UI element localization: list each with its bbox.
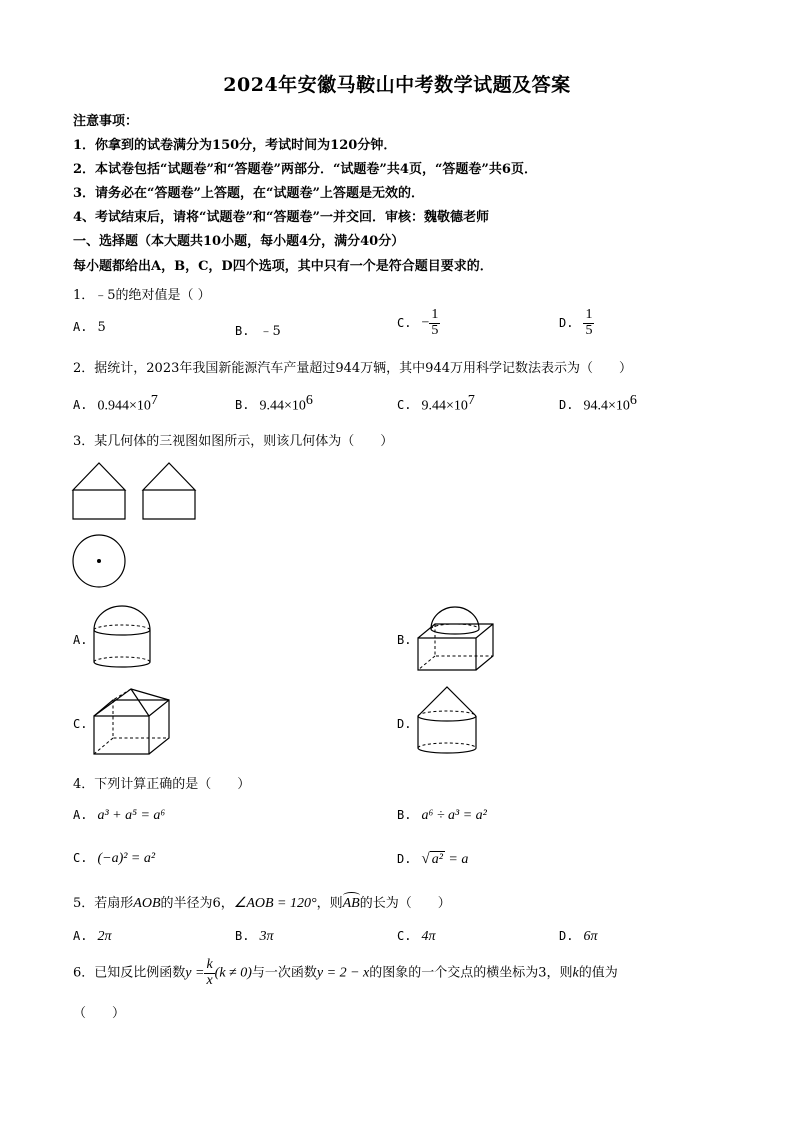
q4-option-b: [397, 808, 487, 824]
option-text: a³ + a⁵ = a⁶: [97, 808, 166, 823]
notice-item: 2．本试卷包括“试题卷”和“答题卷”两部分．“试题卷”共4页，“答题卷”共6页．: [73, 162, 537, 177]
option-label: C.: [397, 315, 412, 330]
option-label: D.: [397, 852, 412, 866]
exponent: 7: [150, 393, 158, 408]
option-text: (−a)² = a²: [97, 851, 156, 866]
q4-option-d: [397, 851, 468, 868]
q3-option-b-label: B.: [397, 633, 412, 647]
question-5-stem: [73, 892, 451, 912]
option-text: 0.944×10: [97, 398, 151, 414]
numerator: 1: [585, 307, 593, 322]
q3-option-a-label: A.: [73, 633, 88, 647]
fraction: [204, 958, 214, 988]
q2-option-a: [73, 393, 158, 414]
q4-option-a: [73, 808, 165, 824]
math-text: y =: [185, 965, 205, 981]
stem-text: ，则: [316, 896, 343, 911]
q5-option-a: [73, 929, 111, 945]
option-label: A.: [73, 808, 88, 822]
q1-option-c: [397, 308, 440, 338]
option-text: 5: [97, 320, 106, 335]
q2-option-b: [235, 393, 313, 414]
question-6-stem: [73, 958, 618, 988]
option-text: 2π: [97, 929, 112, 944]
question-6-answer-paren: （ ）: [73, 1006, 126, 1021]
notice-item: 3．请务必在“答题卷”上答题，在“试题卷”上答题是无效的．: [73, 186, 424, 201]
question-3-stem: 3．某几何体的三视图如图所示，则该几何体为（ ）: [73, 434, 394, 449]
option-label: C.: [397, 398, 412, 413]
section-heading: 一、选择题（本大题共10小题，每小题4分，满分40分）: [73, 234, 405, 249]
fraction: [583, 308, 594, 338]
stem-text: 的值为: [578, 965, 618, 981]
question-1-stem: 1．﹣5的绝对值是（ ）: [73, 288, 211, 303]
math-text: y = 2 − x: [316, 965, 370, 981]
stem-text: 的长为（ ）: [359, 896, 451, 911]
option-text: 9.44×10: [259, 398, 306, 414]
option-text: 94.4×10: [583, 398, 630, 414]
radical-sign: √: [421, 851, 430, 867]
exponent: 6: [305, 393, 313, 408]
minus-sign: −: [421, 315, 430, 331]
option-text: 6π: [583, 929, 598, 944]
q2-option-c: [397, 393, 475, 414]
exponent: 6: [629, 393, 637, 408]
q5-option-c: [397, 929, 435, 945]
notice-item: 4、考试结束后，请将“试题卷”和“答题卷”一并交回．审核：魏敬德老师: [73, 210, 489, 225]
fraction: [429, 308, 440, 338]
numerator: 1: [431, 307, 439, 322]
section-instruction: 每小题都给出A，B，C，D四个选项，其中只有一个是符合题目要求的．: [73, 259, 493, 274]
arc-mark: [343, 892, 360, 899]
exponent: 7: [467, 393, 475, 408]
stem-text: 的半径为6，: [160, 896, 234, 911]
stem-text: 6．已知反比例函数: [73, 965, 186, 981]
denominator: 5: [431, 322, 439, 338]
q4-option-c: [73, 851, 155, 867]
option-label: A.: [73, 320, 88, 334]
page-title: 2024年安徽马鞍山中考数学试题及答案: [223, 74, 571, 96]
stem-text: 的图象的一个交点的横坐标为3，则: [369, 965, 573, 981]
option-text: 3π: [259, 929, 274, 944]
notice-heading: 注意事项：: [73, 114, 139, 129]
question-4-stem: 4．下列计算正确的是（ ）: [73, 777, 251, 792]
option-label: A.: [73, 398, 88, 413]
math-text: AB: [342, 896, 360, 911]
option-label: B.: [235, 929, 250, 943]
option-text: 9.44×10: [421, 398, 468, 414]
q1-option-d: [559, 308, 594, 338]
pyramid-on-cube-figure: [93, 688, 177, 760]
denominator: 5: [585, 322, 593, 338]
option-text: = a: [444, 852, 469, 867]
option-label: B.: [397, 808, 412, 822]
hemisphere-on-cube-figure: [417, 604, 501, 674]
q3-option-c-label: C.: [73, 717, 88, 731]
option-label: C.: [73, 851, 88, 865]
math-text: (k ≠ 0): [214, 965, 252, 981]
arc-notation: [343, 896, 360, 912]
option-label: D.: [559, 315, 574, 330]
q1-option-b: [235, 320, 281, 339]
q5-option-d: [559, 929, 597, 945]
option-text: a⁶ ÷ a³ = a²: [421, 808, 487, 823]
math-text: k: [572, 965, 579, 981]
radicand: a²: [431, 852, 443, 867]
hemisphere-on-cylinder-figure: [93, 606, 155, 672]
notice-item: 1．你拿到的试卷满分为150分，考试时间为120分钟．: [73, 138, 397, 153]
front-view-figure: [72, 462, 132, 524]
stem-text: 与一次函数: [251, 965, 317, 981]
option-label: A.: [73, 929, 88, 943]
option-label: B.: [235, 324, 250, 338]
stem-text: 5．若扇形: [73, 896, 134, 911]
option-label: B.: [235, 398, 250, 413]
math-text: ∠AOB = 120°: [233, 896, 317, 911]
question-2-stem: 2．据统计，2023年我国新能源汽车产量超过944万辆，其中944万用科学记数法表示为（ ）: [73, 361, 632, 376]
option-text: ﹣5: [259, 324, 281, 339]
top-view-figure: [72, 534, 130, 592]
side-view-figure: [142, 462, 202, 524]
option-label: C.: [397, 929, 412, 943]
cone-on-cylinder-figure: [417, 686, 481, 758]
option-label: D.: [559, 929, 574, 943]
option-text: 4π: [421, 929, 436, 944]
option-label: D.: [559, 398, 574, 413]
numerator: k: [206, 957, 213, 972]
math-text: AOB: [133, 896, 161, 911]
q1-option-a: [73, 320, 106, 335]
q3-option-d-label: D.: [397, 717, 412, 731]
q5-option-b: [235, 929, 273, 945]
denominator: x: [206, 972, 213, 988]
q2-option-d: [559, 393, 637, 414]
